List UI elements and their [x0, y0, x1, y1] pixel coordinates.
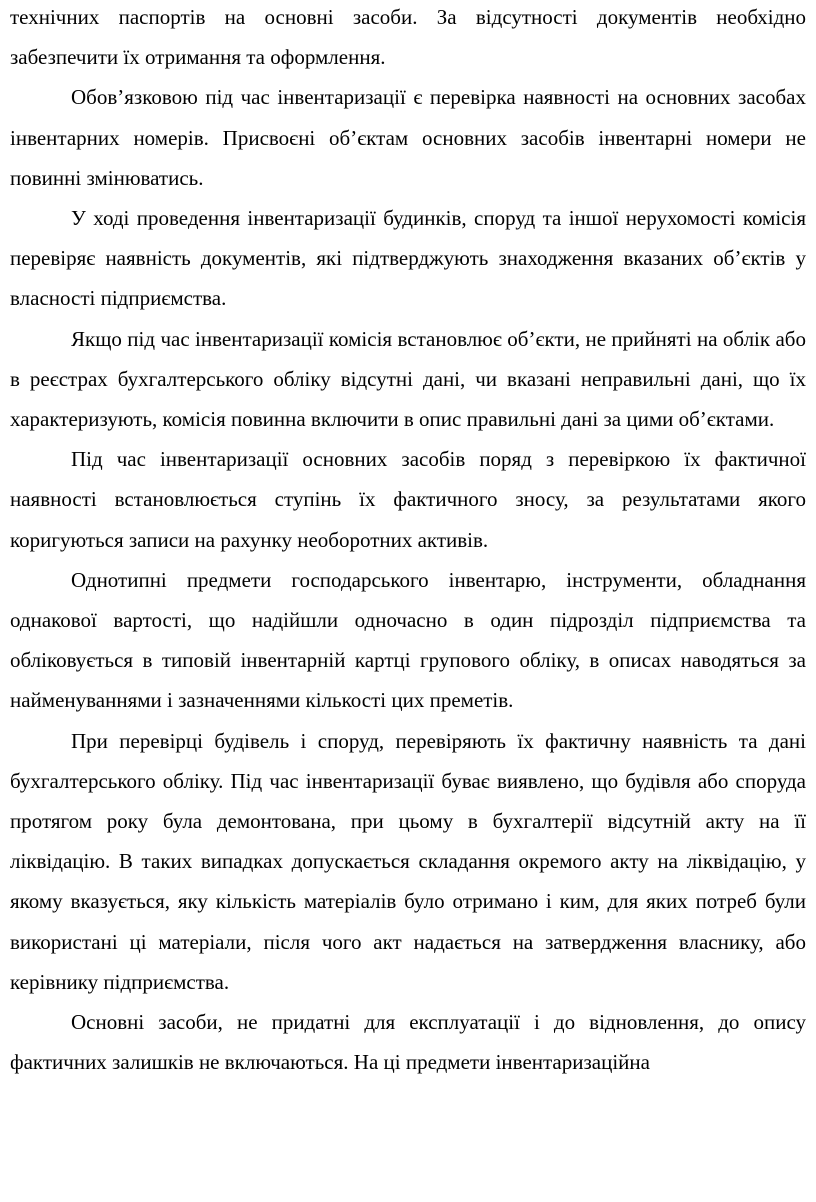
paragraph-inventory-numbers: Обов’язковою під час інвентаризації є перевірка наявності на основних засобах інвентарних номерів. Присвоєні об’єктам основних засобів інвентарні номери не повинні змінюватись.	[10, 85, 806, 190]
paragraph-buildings-check: При перевірці будівель і споруд, перевіряють їх фактичну наявність та дані бухгалтерського обліку. Під час інвентаризації буває виявлено, що будівля або споруда протягом року була демонтована, при цьому в бухгалтерії відсутній акту на її ліквідацію. В таких випадках допускається складання окремого акту на ліквідацію, у якому вказується, яку кількість матеріалів було отримано і ким, для яких потреб були використані ці матеріали, після чого акт надається на затвердження власнику, або керівнику підприємства.	[10, 728, 806, 994]
paragraph-wear-degree: Під час інвентаризації основних засобів поряд з перевіркою їх фактичної наявності встановлюється ступінь їх фактичного зносу, за результатами якого коригуються записи на рахунку необоротних активів.	[10, 447, 806, 552]
paragraph-group-items: Однотипні предмети господарського інвентарю, інструменти, обладнання однакової вартості, що надійшли одночасно в один підрозділ підприємства та обліковується в типовій інвентарній картці групового обліку, в описах наводяться за найменуваннями і зазначеннями кількості цих преметів.	[10, 567, 806, 713]
paragraph-unregistered-objects: Якщо під час інвентаризації комісія встановлює об’єкти, не прийняті на облік або в реєстрах бухгалтерського обліку відсутні дані, чи вказані неправильні дані, що їх характеризують, комісія повинна включити в опис правильні дані за цими об’єктами.	[10, 326, 806, 432]
paragraph-buildings-documents: У ході проведення інвентаризації будинків, споруд та іншої нерухомості комісія перевіряє наявність документів, які підтверджують знаходження вказаних об’єктів у власності підприємства.	[10, 206, 806, 311]
paragraph-unusable-assets: Основні засоби, не придатні для експлуатації і до відновлення, до опису фактичних залишків не включаються. На ці предмети інвентаризаційна	[10, 1010, 806, 1075]
paragraph-continuation: технічних паспортів на основні засоби. За відсутності документів необхідно забезпечити їх отримання та оформлення.	[10, 5, 806, 70]
document-page	[10, 0, 806, 1082]
